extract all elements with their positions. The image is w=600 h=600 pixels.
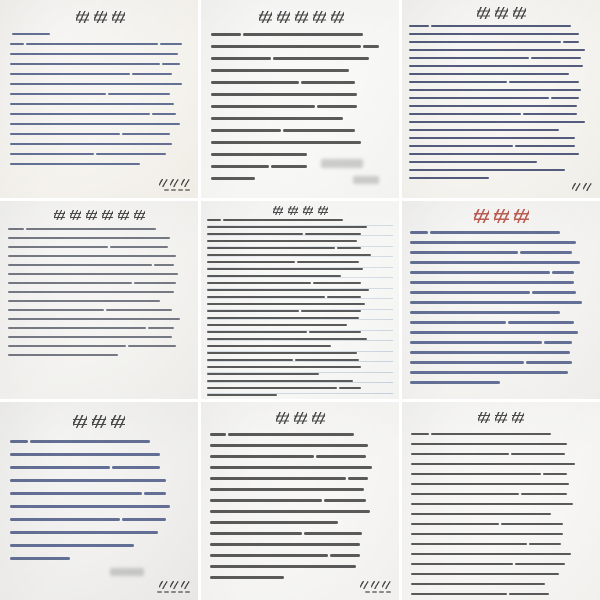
handwriting-block	[402, 402, 600, 600]
letter-title	[211, 10, 391, 23]
letter-card-middle-center	[201, 201, 399, 399]
handwriting-block	[0, 402, 198, 600]
handwriting-block	[201, 402, 399, 600]
signature-and-date	[157, 581, 190, 593]
handwriting-block	[201, 201, 399, 399]
letter-card-bottom-left	[0, 402, 198, 600]
letter-card-middle-right	[402, 201, 600, 399]
signature-and-date	[360, 581, 391, 593]
handwriting-block	[0, 201, 198, 399]
letter-card-middle-left	[0, 201, 198, 399]
handwriting-block	[402, 201, 600, 399]
letter-title	[10, 10, 190, 23]
signature	[572, 183, 592, 191]
letter-title	[409, 6, 593, 19]
letter-title	[411, 411, 591, 423]
handwriting-block	[402, 0, 600, 198]
redacted-text	[321, 159, 363, 168]
letter-card-top-right	[402, 0, 600, 198]
letter-card-bottom-right	[402, 402, 600, 600]
handwriting-block	[0, 0, 198, 198]
letter-card-top-center	[201, 0, 399, 198]
handwriting-block	[201, 0, 399, 198]
letter-title	[8, 208, 190, 221]
redacted-text	[110, 568, 144, 576]
letter-card-top-left	[0, 0, 198, 198]
letter-title	[10, 414, 188, 428]
letter-title	[410, 208, 592, 223]
letter-title	[210, 411, 390, 424]
signature	[159, 179, 190, 191]
letter-title	[207, 205, 393, 215]
letter-card-bottom-center	[201, 402, 399, 600]
redacted-text	[353, 176, 379, 184]
